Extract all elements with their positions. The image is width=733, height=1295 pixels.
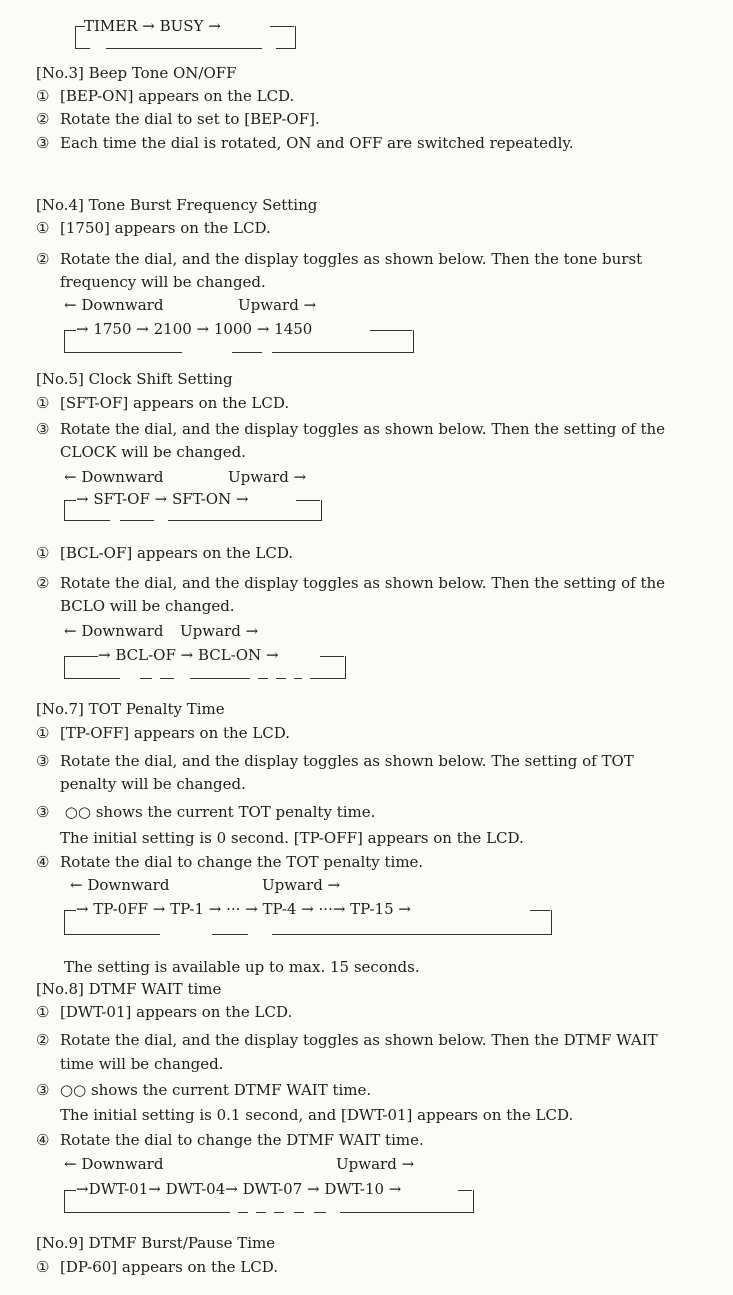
- direction-downward: ← Downward: [64, 296, 164, 314]
- step-line: [36, 134, 574, 152]
- step-line: [36, 1003, 292, 1021]
- step-text: The initial setting is 0 second. [TP-OFF] appears on the LCD.: [60, 829, 524, 847]
- step-number: ②: [36, 110, 50, 128]
- step-line: [36, 544, 293, 562]
- step-text: time will be changed.: [60, 1055, 224, 1073]
- step-line: [36, 752, 634, 770]
- direction-downward: ← Downward: [64, 1155, 164, 1173]
- step-line: [36, 1055, 223, 1073]
- step-number: ③: [36, 134, 50, 152]
- step-line: [36, 1106, 573, 1124]
- step-number: ①: [36, 1003, 50, 1021]
- direction-upward: Upward →: [228, 468, 307, 486]
- step-text: Rotate the dial to change the TOT penalty time.: [60, 853, 424, 871]
- step-line: [36, 724, 290, 742]
- direction-upward: Upward →: [180, 622, 259, 640]
- flow-bclo: → BCL-OF → BCL-ON →: [98, 646, 279, 664]
- step-line: [36, 853, 423, 871]
- flow-clock-shift: → SFT-OF → SFT-ON →: [76, 490, 249, 508]
- section-title-clock-shift: [No.5] Clock Shift Setting: [36, 370, 233, 388]
- step-number: ①: [36, 724, 50, 742]
- step-number: ④: [36, 853, 50, 871]
- step-text: CLOCK will be changed.: [60, 443, 246, 461]
- note-max-seconds: The setting is available up to max. 15 seconds.: [64, 958, 420, 976]
- flow-tot-penalty: → TP-0FF → TP-1 → ··· → TP-4 → ···→ TP-15 →: [76, 900, 411, 918]
- step-line: [36, 1031, 658, 1049]
- step-line: [36, 443, 246, 461]
- step-number: ②: [36, 250, 50, 268]
- step-number: ③: [36, 803, 50, 821]
- step-number: ①: [36, 1258, 50, 1276]
- step-text: Rotate the dial, and the display toggles as shown below. Then the setting of the: [60, 574, 666, 592]
- section-title-dtmf-wait: [No.8] DTMF WAIT time: [36, 980, 222, 998]
- step-line: [36, 420, 665, 438]
- section-title-tot-penalty: [No.7] TOT Penalty Time: [36, 700, 225, 718]
- step-text: [DWT-01] appears on the LCD.: [60, 1003, 293, 1021]
- step-line: [36, 219, 271, 237]
- step-text: Rotate the dial to set to [BEP-OF].: [60, 110, 320, 128]
- step-line: [36, 597, 235, 615]
- direction-upward: Upward →: [336, 1155, 415, 1173]
- section-title-tone-burst: [No.4] Tone Burst Frequency Setting: [36, 196, 318, 214]
- section-title-beep-tone: [No.3] Beep Tone ON/OFF: [36, 64, 237, 82]
- step-text: Rotate the dial, and the display toggles as shown below. The setting of TOT: [60, 752, 634, 770]
- step-line: [36, 110, 320, 128]
- step-number: ②: [36, 1031, 50, 1049]
- step-text: Rotate the dial, and the display toggles as shown below. Then the tone burst: [60, 250, 643, 268]
- step-line: [36, 1081, 371, 1099]
- step-line: [36, 273, 266, 291]
- step-line: [36, 803, 375, 821]
- step-text: Rotate the dial, and the display toggles as shown below. Then the DTMF WAIT: [60, 1031, 658, 1049]
- flow-top-sequence: TIMER → BUSY →: [84, 17, 221, 35]
- step-line: [36, 250, 642, 268]
- direction-downward: ← Downward: [70, 876, 170, 894]
- direction-upward: Upward →: [238, 296, 317, 314]
- step-text: The initial setting is 0.1 second, and [DWT-01] appears on the LCD.: [60, 1106, 574, 1124]
- step-number: ②: [36, 574, 50, 592]
- step-line: [36, 775, 246, 793]
- step-number: ①: [36, 219, 50, 237]
- direction-upward: Upward →: [262, 876, 341, 894]
- step-text: [BCL-OF] appears on the LCD.: [60, 544, 294, 562]
- step-line: [36, 87, 294, 105]
- flow-dtmf-wait: →DWT-01→ DWT-04→ DWT-07 → DWT-10 →: [76, 1180, 402, 1198]
- step-text: [BEP-ON] appears on the LCD.: [60, 87, 295, 105]
- step-text: [SFT-OF] appears on the LCD.: [60, 394, 290, 412]
- step-text: Rotate the dial, and the display toggles as shown below. Then the setting of the: [60, 420, 666, 438]
- direction-downward: ← Downward: [64, 622, 164, 640]
- direction-downward: ← Downward: [64, 468, 164, 486]
- step-line: [36, 829, 524, 847]
- step-text: ○○ shows the current DTMF WAIT time.: [60, 1081, 372, 1099]
- step-number: ③: [36, 752, 50, 770]
- step-line: [36, 1258, 278, 1276]
- step-text: [TP-OFF] appears on the LCD.: [60, 724, 291, 742]
- step-text: Each time the dial is rotated, ON and OFF are switched repeatedly.: [60, 134, 574, 152]
- step-line: [36, 394, 289, 412]
- flow-return-loop: [64, 500, 322, 521]
- step-number: ③: [36, 1081, 50, 1099]
- step-text: Rotate the dial to change the DTMF WAIT time.: [60, 1131, 424, 1149]
- step-text: ○○ shows the current TOT penalty time.: [60, 803, 376, 821]
- flow-return-loop: [64, 330, 414, 353]
- step-number: ③: [36, 420, 50, 438]
- step-number: ①: [36, 394, 50, 412]
- step-text: BCLO will be changed.: [60, 597, 235, 615]
- step-text: penalty will be changed.: [60, 775, 246, 793]
- flow-tone-burst: → 1750 → 2100 → 1000 → 1450: [76, 320, 313, 338]
- flow-return-loop: [64, 910, 552, 935]
- step-text: [1750] appears on the LCD.: [60, 219, 271, 237]
- step-text: [DP-60] appears on the LCD.: [60, 1258, 279, 1276]
- step-number: ④: [36, 1131, 50, 1149]
- step-number: ①: [36, 87, 50, 105]
- step-line: [36, 574, 665, 592]
- step-text: frequency will be changed.: [60, 273, 266, 291]
- section-title-dtmf-burst: [No.9] DTMF Burst/Pause Time: [36, 1234, 276, 1252]
- step-line: [36, 1131, 424, 1149]
- step-number: ①: [36, 544, 50, 562]
